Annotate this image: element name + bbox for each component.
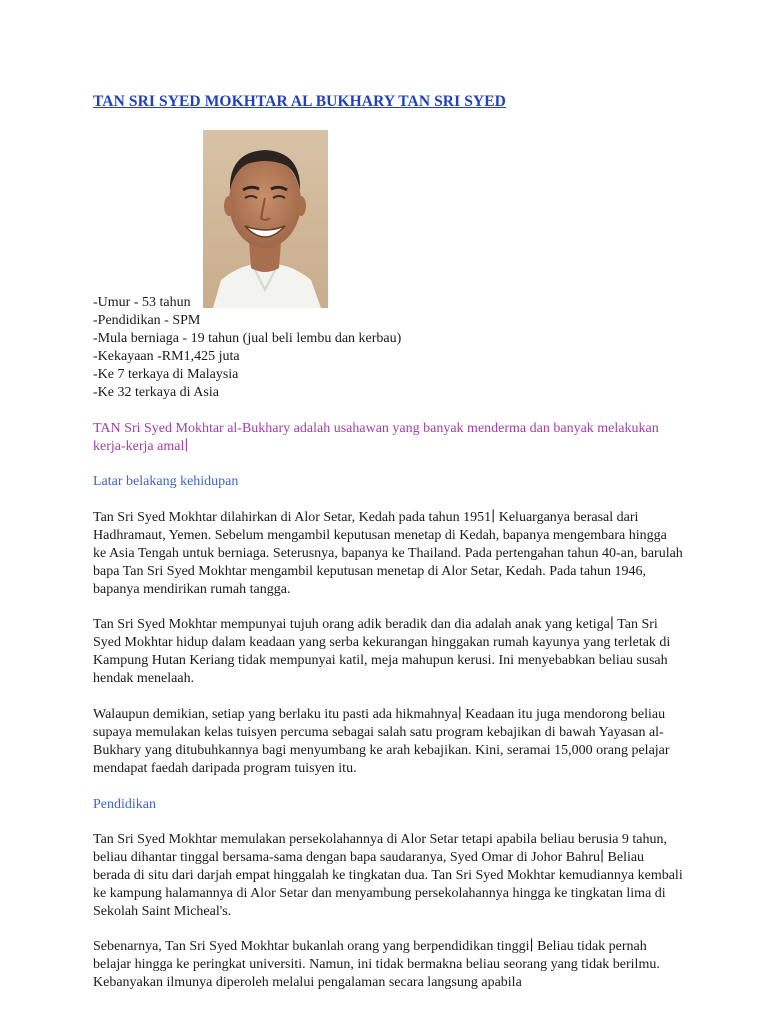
page-title[interactable]: TAN SRI SYED MOKHTAR AL BUKHARY TAN SRI SYED: [93, 93, 506, 110]
paragraph-birth: Tan Sri Syed Mokhtar dilahirkan di Alor Setar, Kedah pada tahun 1951∣ Keluarganya berasal dari Hadhramaut, Yemen. Sebelum mengambil keputusan menetap di Kedah, bapanya mengembara hingga ke Asia Tengah untuk berniaga. Seterusnya, bapanya ke Thailand. Pada pertengahan tahun 40-an, barulah bapa Tan Sri Syed Mokhtar mengambil keputusan menetap di Alor Setar, Kedah. Pada tahun 1946, bapanya mendirikan rumah tangga.: [93, 510, 683, 597]
fact-rank-asia: -Ke 32 terkaya di Asia: [93, 385, 219, 400]
fact-education: -Pendidikan - SPM: [93, 313, 201, 328]
section-heading-background: Latar belakang kehidupan: [93, 474, 239, 489]
portrait-photo: [203, 130, 328, 308]
intro-paragraph: TAN Sri Syed Mokhtar al-Bukhary adalah usahawan yang banyak menderma dan banyak melakukan kerja-kerja amal∣: [93, 421, 659, 454]
facts-list: [93, 294, 693, 402]
fact-rank-malaysia: -Ke 7 terkaya di Malaysia: [93, 367, 239, 382]
fact-age: -Umur - 53 tahun: [93, 295, 191, 310]
fact-wealth: -Kekayaan -RM1,425 juta: [93, 349, 240, 364]
section-heading-education: Pendidikan: [93, 797, 156, 812]
paragraph-wisdom: Walaupun demikian, setiap yang berlaku itu pasti ada hikmahnya∣ Keadaan itu juga mendorong beliau supaya memulakan kelas tuisyen percuma sebagai salah satu program kebajikan di bawah Yayasan al-Bukhary yang ditubuhkannya bagi menyumbang ke arah kebajikan. Kini, seramai 15,000 orang pelajar mendapat faedah daripada program tuisyen itu.: [93, 707, 670, 776]
paragraph-learning: Sebenarnya, Tan Sri Syed Mokhtar bukanlah orang yang berpendidikan tinggi∣ Beliau tidak pernah belajar hingga ke peringkat universiti. Namun, ini tidak bermakna beliau seorang yang tidak berilmu. Kebanyakan ilmunya diperoleh melalui pengalaman secara langsung apabila: [93, 939, 660, 990]
paragraph-family: Tan Sri Syed Mokhtar mempunyai tujuh orang adik beradik dan dia adalah anak yang ketiga∣ Tan Sri Syed Mokhtar hidup dalam keadaan yang serba kekurangan hinggakan rumah kayunya yang terletak di Kampung Hutan Keriang tidak mempunyai katil, meja mahupun kerusi. Ini menyebabkan beliau susah hendak menelaah.: [93, 617, 671, 686]
portrait-image: [203, 130, 328, 308]
paragraph-schooling: Tan Sri Syed Mokhtar memulakan persekolahannya di Alor Setar tetapi apabila beliau berusia 9 tahun, beliau dihantar tinggal bersama-sama dengan bapa saudaranya, Syed Omar di Johor Bahru∣ Beliau berada di situ dari darjah empat hinggalah ke tingkatan dua. Tan Sri Syed Mokhtar kemudiannya kembali ke kampung halamannya di Alor Setar dan menyambung persekolahannya hingga ke tingkatan lima di Sekolah Saint Micheal's.: [93, 832, 683, 919]
fact-business-start: -Mula berniaga - 19 tahun (jual beli lembu dan kerbau): [93, 331, 402, 346]
